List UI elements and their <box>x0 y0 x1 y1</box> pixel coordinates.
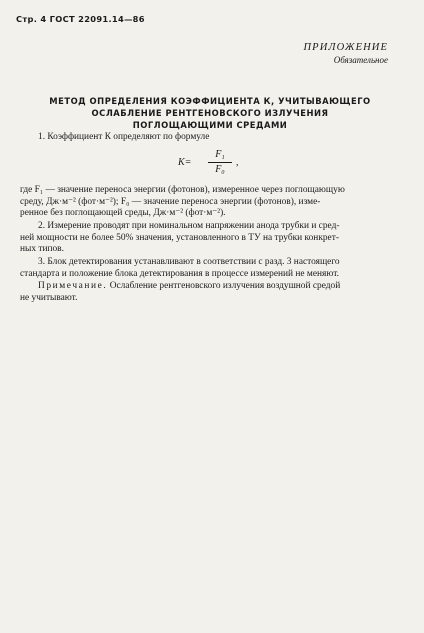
fraction-bar <box>208 162 232 163</box>
paragraph-3 <box>20 257 392 280</box>
paragraph-3-line-2: стандарта и положение блока детектирования в процессе измерений не меняют. <box>20 268 339 279</box>
paragraph-1: 1. Коэффициент К определяют по формуле <box>38 132 210 142</box>
formula-numerator: F₁ <box>215 149 225 160</box>
page-header: Стр. 4 ГОСТ 22091.14—86 <box>16 14 145 24</box>
section-title <box>40 95 380 131</box>
formula-denominator: F₀ <box>215 164 225 175</box>
paragraph-2-line-2: ней мощности не более 50% значения, установленного в ТУ на трубки конкрет- <box>20 232 339 243</box>
note <box>20 281 392 304</box>
appendix-subtitle: Обязательное <box>333 55 388 65</box>
paragraph-3-line-1: 3. Блок детектирования устанавливают в соответствии с разд. 3 настоящего <box>38 257 340 267</box>
title-line-2: ОСЛАБЛЕНИЕ РЕНТГЕНОВСКОГО ИЗЛУЧЕНИЯ <box>91 108 329 118</box>
definition-line-3: ренное без поглощающей среды, Дж·м⁻² (фот·м⁻²). <box>20 208 226 218</box>
note-line-2: не учитывают. <box>20 292 78 303</box>
title-line-1: МЕТОД ОПРЕДЕЛЕНИЯ КОЭФФИЦИЕНТА К, УЧИТЫВАЮЩЕГО <box>49 96 371 106</box>
definition-line-2: среду, Дж·м⁻² (фот·м⁻²); F₀ — значение переноса энергии (фотонов), изме- <box>20 196 321 207</box>
formula-comma: , <box>236 157 239 168</box>
note-text: Ослабление рентгеновского излучения воздушной средой <box>107 281 341 291</box>
definition-block <box>20 185 392 220</box>
note-label: Примечание. <box>38 281 108 291</box>
appendix-title: ПРИЛОЖЕНИЕ <box>303 42 388 53</box>
paragraph-2-line-3: ных типов. <box>20 244 64 254</box>
paragraph-2 <box>20 221 392 256</box>
title-line-3: ПОГЛОЩАЮЩИМИ СРЕДАМИ <box>132 120 288 130</box>
formula-lhs: K= <box>178 157 192 168</box>
definition-line-1: где F₁ — значение переноса энергии (фотонов), измеренное через поглощающую <box>20 185 345 195</box>
appendix-label <box>304 42 389 65</box>
formula <box>178 149 288 179</box>
paragraph-2-line-1: 2. Измерение проводят при номинальном напряжении анода трубки и сред- <box>38 221 340 231</box>
note-line-1 <box>20 281 392 293</box>
